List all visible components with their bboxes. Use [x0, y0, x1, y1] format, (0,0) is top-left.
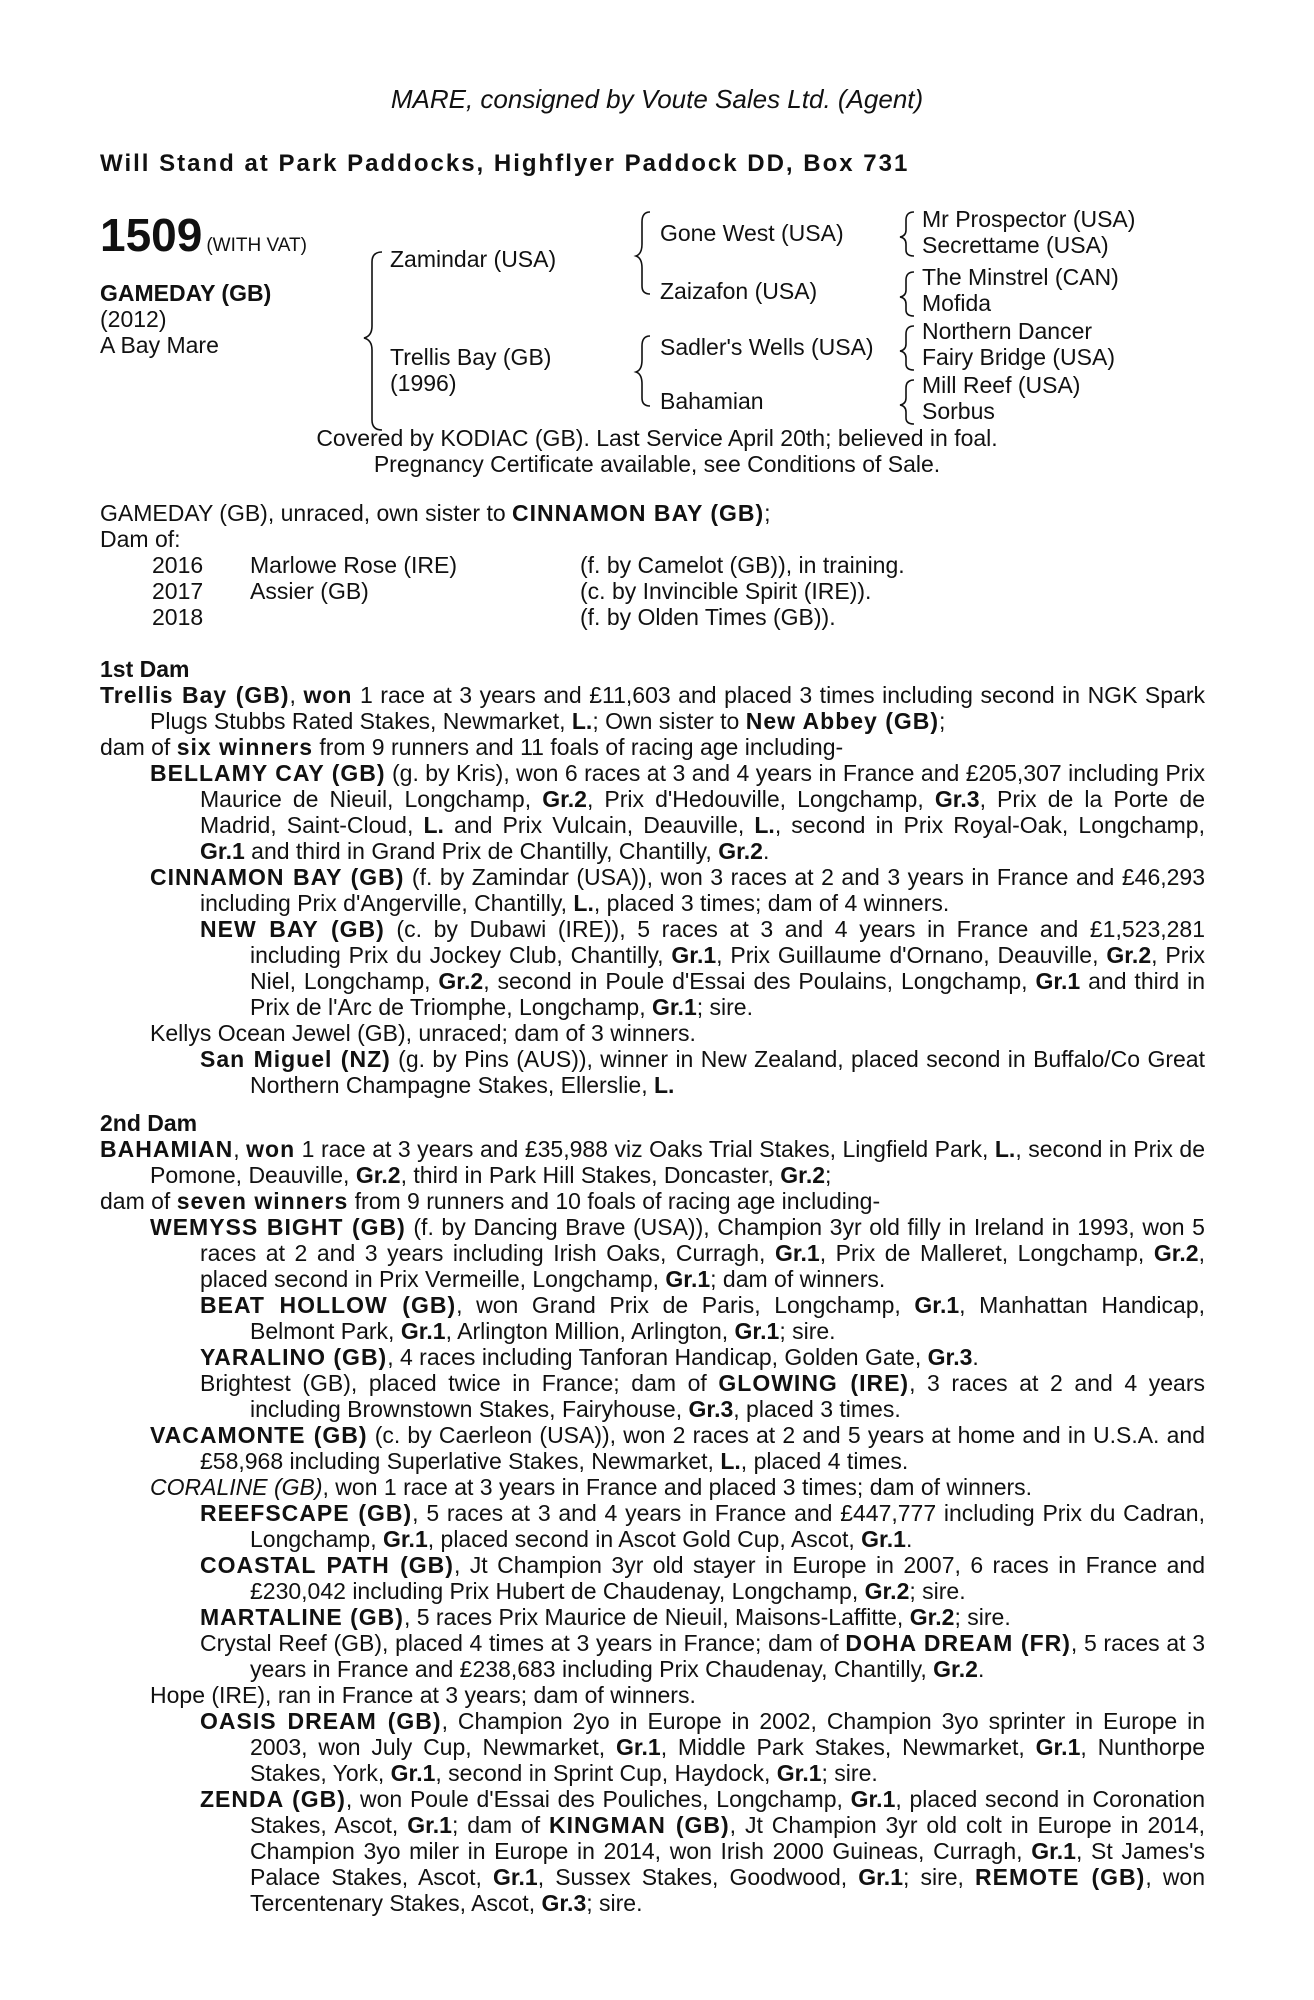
progeny-entry: Brightest (GB), placed twice in France; dam of GLOWING (IRE), 3 races at 2 and 4 years including Brownstown Stakes, Fairyhouse, Gr.3, placed 3 times. [200, 1370, 1205, 1422]
offspring-detail: (f. by Olden Times (GB)). [580, 604, 836, 630]
dam-of-line: dam of six winners from 9 runners and 11 foals of racing age including- [100, 734, 844, 760]
horse-name: GAMEDAY (GB) [100, 280, 272, 306]
pedigree-dam-sire: Sadler's Wells (USA) [660, 334, 874, 360]
progeny-entry: MARTALINE (GB), 5 races Prix Maurice de Nieuil, Maisons-Laffitte, Gr.2; sire. [200, 1604, 1011, 1630]
pedigree-sss: Mr Prospector (USA) [922, 206, 1136, 232]
stand-location: Will Stand at Park Paddocks, Highflyer Paddock DD, Box 731 [100, 150, 910, 177]
offspring-year: 2016 [152, 552, 204, 578]
offspring-name: Marlowe Rose (IRE) [250, 552, 458, 578]
dam-paragraph: BAHAMIAN, won 1 race at 3 years and £35,988 viz Oaks Trial Stakes, Lingfield Park, L., second in Prix de Pomone, Deauville, Gr.2, third in Park Hill Stakes, Doncaster, Gr.2; [100, 1136, 1206, 1188]
covered-line: Covered by KODIAC (GB). Last Service April 20th; believed in foal. [316, 425, 998, 451]
intro-bold-horse: CINNAMON BAY (GB) [512, 500, 765, 526]
pedigree-sire-dam: Zaizafon (USA) [660, 278, 818, 304]
pedigree-dam-year: (1996) [390, 370, 457, 396]
progeny-entry: BELLAMY CAY (GB) (g. by Kris), won 6 races at 3 and 4 years in France and £205,307 including Prix Maurice de Nieuil, Longchamp, Gr.2, Prix d'Hedouville, Longchamp, Gr.3, Prix de la Porte de Madrid, Saint-Cloud, L. and Prix Vulcain, Deauville, L., second in Prix Royal-Oak, Longchamp, Gr.1 and third in Grand Prix de Chantilly, Chantilly, Gr.2. [150, 760, 1205, 864]
pedigree-dds: Mill Reef (USA) [922, 372, 1081, 398]
dam-of-label: Dam of: [100, 526, 181, 552]
offspring-year: 2018 [152, 604, 204, 630]
horse-year: (2012) [100, 306, 167, 332]
progeny-entry: CINNAMON BAY (GB) (f. by Zamindar (USA)), won 3 races at 2 and 3 years in France and £46,293 including Prix d'Angerville, Chantilly, L., placed 3 times; dam of 4 winners. [150, 864, 1205, 916]
pedigree-ssd: Secrettame (USA) [922, 232, 1109, 258]
progeny-entry: BEAT HOLLOW (GB), won Grand Prix de Paris, Longchamp, Gr.1, Manhattan Handicap, Belmont Park, Gr.1, Arlington Million, Arlington, Gr.1; sire. [200, 1292, 1205, 1344]
vat-label: (WITH VAT) [206, 235, 307, 256]
lot-number-value: 1509 [100, 209, 203, 261]
pedigree-dam: Trellis Bay (GB) [390, 344, 552, 370]
second-dam-heading: 2nd Dam [100, 1110, 198, 1136]
pedigree-sdd: Mofida [922, 290, 992, 316]
pedigree-dss: Northern Dancer [922, 318, 1093, 344]
dam-paragraph: Trellis Bay (GB), won 1 race at 3 years and £11,603 and placed 3 times including second in NGK Spark Plugs Stubbs Rated Stakes, Newmarket, L.; Own sister to New Abbey (GB); [100, 682, 1206, 734]
progeny-entry: Crystal Reef (GB), placed 4 times at 3 years in France; dam of DOHA DREAM (FR), 5 races at 3 years in France and £238,683 including Prix Chaudenay, Chantilly, Gr.2. [200, 1630, 1205, 1682]
progeny-entry: NEW BAY (GB) (c. by Dubawi (IRE)), 5 races at 3 and 4 years in France and £1,523,281 including Prix du Jockey Club, Chantilly, Gr.1, Prix Guillaume d'Ornano, Deauville, Gr.2, Prix Niel, Longchamp, Gr.2, second in Poule d'Essai des Poulains, Longchamp, Gr.1 and third in Prix de l'Arc de Triomphe, Longchamp, Gr.1; sire. [200, 916, 1205, 1020]
pedigree-ddd: Sorbus [922, 398, 995, 424]
progeny-entry: San Miguel (NZ) (g. by Pins (AUS)), winner in New Zealand, placed second in Buffalo/Co Great Northern Champagne Stakes, Ellerslie, L. [200, 1046, 1205, 1098]
offspring-name: Assier (GB) [250, 578, 369, 604]
progeny-entry: OASIS DREAM (GB), Champion 2yo in Europe in 2002, Champion 3yo sprinter in Europe in 2003, won July Cup, Newmarket, Gr.1, Middle Park Stakes, Newmarket, Gr.1, Nunthorpe Stakes, York, Gr.1, second in Sprint Cup, Haydock, Gr.1; sire. [200, 1708, 1205, 1786]
offspring-detail: (c. by Invincible Spirit (IRE)). [580, 578, 872, 604]
first-dam-heading: 1st Dam [100, 656, 190, 682]
pregnancy-line: Pregnancy Certificate available, see Conditions of Sale. [373, 451, 941, 477]
intro-line: GAMEDAY (GB), unraced, own sister to CINNAMON BAY (GB); [100, 500, 771, 526]
pedigree-sire: Zamindar (USA) [390, 246, 557, 272]
offspring-detail: (f. by Camelot (GB)), in training. [580, 552, 905, 578]
pedigree-sire-sire: Gone West (USA) [660, 220, 844, 246]
second-dam-text [100, 1136, 1205, 1916]
progeny-entry: Hope (IRE), ran in France at 3 years; dam of winners. [150, 1682, 696, 1708]
progeny-entry: YARALINO (GB), 4 races including Tanforan Handicap, Golden Gate, Gr.3. [200, 1344, 979, 1370]
catalogue-header: MARE, consigned by Voute Sales Ltd. (Agent) [390, 84, 924, 114]
offspring-year: 2017 [152, 578, 204, 604]
first-dam-text [100, 682, 1205, 1098]
pedigree-dam-dam: Bahamian [660, 388, 764, 414]
progeny-entry: CORALINE (GB), won 1 race at 3 years in France and placed 3 times; dam of winners. [150, 1474, 1033, 1500]
progeny-entry: VACAMONTE (GB) (c. by Caerleon (USA)), won 2 races at 2 and 5 years at home and in U.S.A. and £58,968 including Superlative Stakes, Newmarket, L., placed 4 times. [150, 1422, 1205, 1474]
dam-of-line: dam of seven winners from 9 runners and 10 foals of racing age including- [100, 1188, 881, 1214]
horse-description: A Bay Mare [100, 332, 219, 358]
progeny-entry: REEFSCAPE (GB), 5 races at 3 and 4 years in France and £447,777 including Prix du Cadran, Longchamp, Gr.1, placed second in Ascot Gold Cup, Ascot, Gr.1. [200, 1500, 1205, 1552]
progeny-entry: WEMYSS BIGHT (GB) (f. by Dancing Brave (USA)), Champion 3yr old filly in Ireland in 1993, won 5 races at 2 and 3 years including Irish Oaks, Curragh, Gr.1, Prix de Malleret, Longchamp, Gr.2, placed second in Prix Vermeille, Longchamp, Gr.1; dam of winners. [150, 1214, 1205, 1292]
progeny-entry: ZENDA (GB), won Poule d'Essai des Pouliches, Longchamp, Gr.1, placed second in Coronation Stakes, Ascot, Gr.1; dam of KINGMAN (GB), Jt Champion 3yr old colt in Europe in 2014, Champion 3yo miler in Europe in 2014, won Irish 2000 Guineas, Curragh, Gr.1, St James's Palace Stakes, Ascot, Gr.1, Sussex Stakes, Goodwood, Gr.1; sire, REMOTE (GB), won Tercentenary Stakes, Ascot, Gr.3; sire. [200, 1786, 1206, 1916]
progeny-entry: Kellys Ocean Jewel (GB), unraced; dam of 3 winners. [150, 1020, 696, 1046]
progeny-entry: COASTAL PATH (GB), Jt Champion 3yr old stayer in Europe in 2007, 6 races in France and £230,042 including Prix Hubert de Chaudenay, Longchamp, Gr.2; sire. [200, 1552, 1205, 1604]
pedigree-dsd: Fairy Bridge (USA) [922, 344, 1115, 370]
pedigree-sds: The Minstrel (CAN) [922, 264, 1119, 290]
